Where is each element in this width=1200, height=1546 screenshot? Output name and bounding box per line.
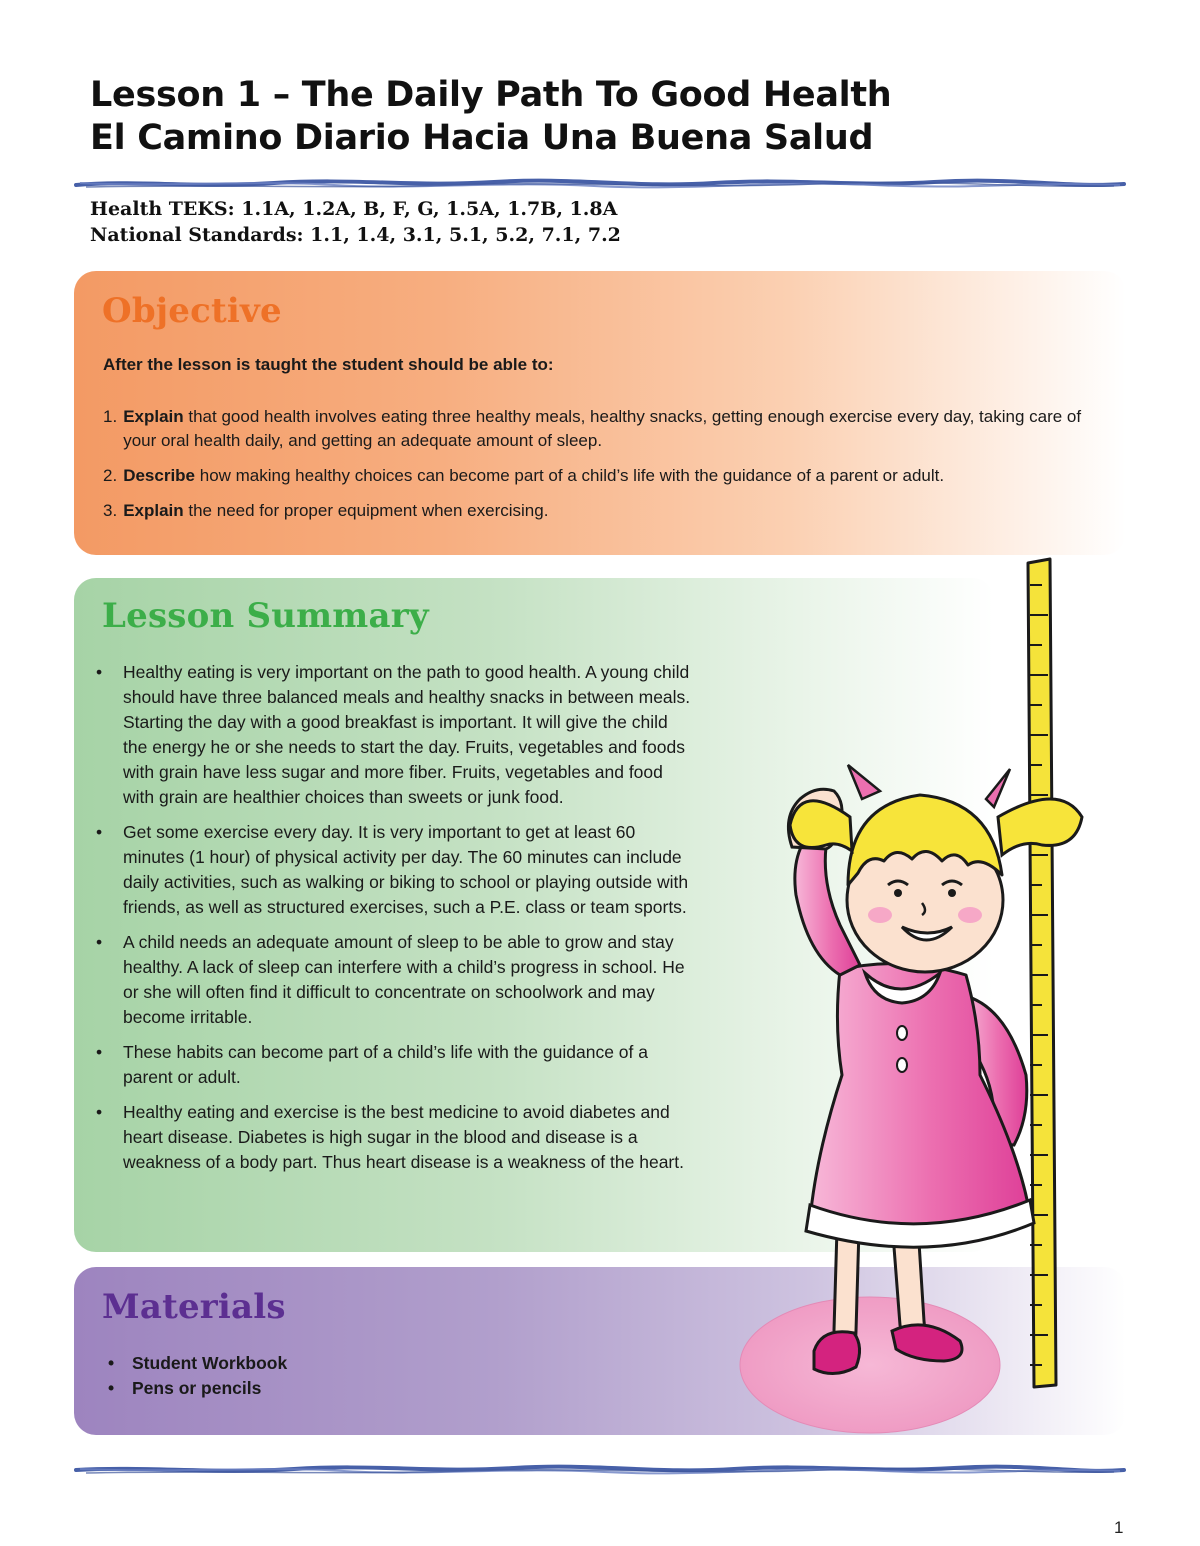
- page-number: 1: [1114, 1518, 1124, 1537]
- bullet-icon: •: [108, 1378, 115, 1398]
- top-divider: [74, 176, 1126, 192]
- objective-lead: After the lesson is taught the student should be able to:: [103, 355, 554, 374]
- summary-item: [96, 1040, 696, 1090]
- objective-item: [103, 464, 1093, 488]
- materials-item: [108, 1376, 287, 1401]
- bullet-icon: •: [96, 1102, 103, 1122]
- materials-item: [108, 1351, 287, 1376]
- objective-item-text: that good health involves eating three healthy meals, healthy snacks, getting enough exercise every day, taking care of your oral health daily, and getting an adequate amount of sleep.: [123, 407, 1082, 450]
- summary-item: [96, 660, 696, 810]
- objective-list: [103, 405, 1093, 534]
- objective-item-number: 3.: [103, 501, 118, 520]
- summary-item-text: Healthy eating and exercise is the best medicine to avoid diabetes and heart disease. Diabetes is high sugar in the blood and disease is a weakness of a body part. Thus heart disease is a weakness of the heart.: [123, 1102, 684, 1172]
- page-title: [90, 74, 891, 160]
- summary-item: [96, 1100, 696, 1175]
- title-english: Lesson 1 – The Daily Path To Good Health: [90, 75, 892, 115]
- summary-item: [96, 820, 696, 920]
- materials-item-text: Student Workbook: [132, 1353, 288, 1373]
- objective-item-verb: Describe: [123, 466, 196, 485]
- summary-list: [96, 660, 696, 1185]
- summary-item-text: These habits can become part of a child’s life with the guidance of a parent or adult.: [123, 1042, 648, 1087]
- bullet-icon: •: [96, 662, 103, 682]
- materials-item-text: Pens or pencils: [132, 1378, 262, 1398]
- objective-item-text: the need for proper equipment when exercising.: [183, 501, 549, 520]
- bullet-icon: •: [96, 1042, 103, 1062]
- bullet-icon: •: [108, 1353, 115, 1373]
- summary-item-text: A child needs an adequate amount of sleep to be able to grow and stay healthy. A lack of sleep can interfere with a child’s progress in school. He or she will often find it difficult to concentrate on schoolwork and may become irritable.: [123, 932, 685, 1027]
- bullet-icon: •: [96, 822, 103, 842]
- materials-list: [108, 1351, 287, 1401]
- objective-heading: Objective: [102, 291, 282, 331]
- title-spanish: El Camino Diario Hacia Una Buena Salud: [90, 118, 874, 158]
- objective-item: [103, 499, 1093, 523]
- ruler-icon: [1028, 559, 1056, 1387]
- materials-heading: Materials: [102, 1287, 286, 1327]
- summary-heading: Lesson Summary: [102, 596, 429, 636]
- summary-item-text: Healthy eating is very important on the path to good health. A young child should have three balanced meals and healthy snacks in between meals. Starting the day with a good breakfast is important. It will give the child the energy he or she needs to start the day. Fruits, vegetables and foods with grain have less sugar and more fiber. Fruits, vegetables and food with grain are healthier choices than sweets or junk food.: [123, 662, 691, 807]
- objective-item-verb: Explain: [123, 407, 184, 426]
- objective-item-text: how making healthy choices can become part of a child’s life with the guidance of a parent or adult.: [195, 466, 945, 485]
- national-standards: National Standards: 1.1, 1.4, 3.1, 5.1, 5.2, 7.1, 7.2: [90, 224, 621, 246]
- summary-item: [96, 930, 696, 1030]
- floor-shadow-ellipse: [740, 1297, 1000, 1433]
- girl-ruler-illustration: [730, 555, 1140, 1485]
- objective-item-number: 1.: [103, 407, 118, 426]
- bottom-divider: [74, 1462, 1126, 1478]
- summary-item-text: Get some exercise every day. It is very important to get at least 60 minutes (1 hour) of physical activity per day. The 60 minutes can include daily activities, such as walking or biking to school or playing outside with friends, as well as structured exercises, such a P.E. class or team sports.: [123, 822, 689, 917]
- health-teks: Health TEKS: 1.1A, 1.2A, B, F, G, 1.5A, 1.7B, 1.8A: [90, 198, 618, 220]
- objective-item-verb: Explain: [123, 501, 184, 520]
- objective-item: [103, 405, 1093, 453]
- objective-panel: [74, 271, 1126, 555]
- bullet-icon: •: [96, 932, 103, 952]
- objective-item-number: 2.: [103, 466, 118, 485]
- standards-block: [90, 196, 621, 248]
